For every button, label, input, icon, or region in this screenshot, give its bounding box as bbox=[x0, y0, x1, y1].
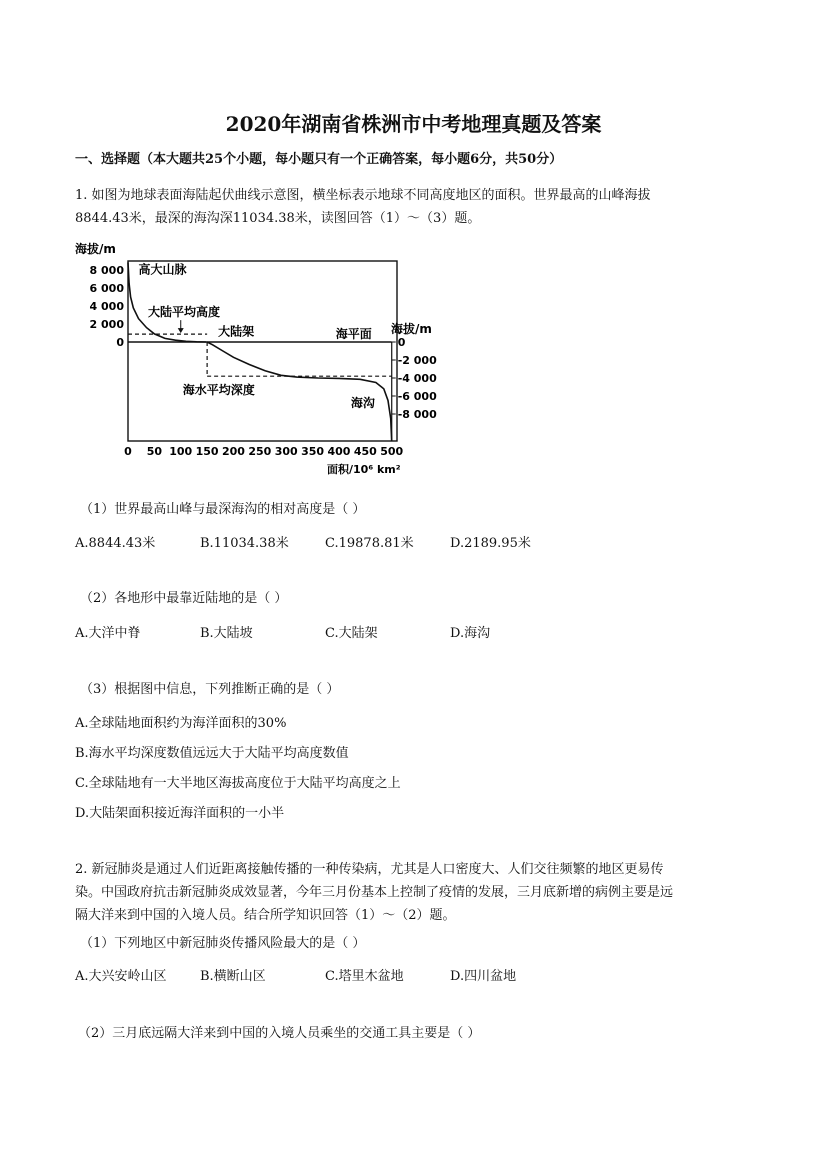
x-tick-label: 150 bbox=[195, 445, 219, 458]
q2-sub1-option-a: A.大兴安岭山区 bbox=[75, 969, 167, 984]
q2-sub2-question: （2）三月底远隔大洋来到中国的入境人员乘坐的交通工具主要是（ ） bbox=[78, 1026, 481, 1041]
y-right-tick-label: -4 000 bbox=[397, 372, 437, 385]
q1-sub2-option-b: B.大陆坡 bbox=[200, 626, 253, 641]
y-left-tick-label: 4 000 bbox=[89, 300, 124, 313]
q1-sub2-option-c: C.大陆架 bbox=[325, 626, 378, 641]
x-tick-label: 0 bbox=[124, 445, 132, 458]
page-title: 2020年湖南省株洲市中考地理真题及答案 bbox=[225, 112, 602, 136]
hypsographic-chart bbox=[75, 238, 445, 478]
x-tick-label: 200 bbox=[222, 445, 245, 458]
q1-sub1-option-c: C.19878.81米 bbox=[325, 536, 414, 551]
x-tick-label: 250 bbox=[248, 445, 272, 458]
q1-sub2-option-d: D.海沟 bbox=[450, 626, 491, 641]
y-left-tick-label: 2 000 bbox=[89, 318, 124, 331]
y-left-tick-label: 8 000 bbox=[89, 264, 124, 277]
q1-sub2-option-a: A.大洋中脊 bbox=[75, 626, 141, 641]
q1-sub3-option-b: B.海水平均深度数值远远大于大陆平均高度数值 bbox=[75, 746, 349, 761]
y-axis-label-left: 海拔/m bbox=[75, 242, 116, 256]
ocean-mean-label: 海水平均深度 bbox=[182, 383, 255, 398]
x-tick-label: 100 bbox=[169, 445, 193, 458]
y-right-tick-label: -8 000 bbox=[397, 408, 437, 421]
x-tick-label: 350 bbox=[301, 445, 325, 458]
continent-mean-label: 大陆平均高度 bbox=[148, 305, 221, 320]
q2-sub1-option-d: D.四川盆地 bbox=[450, 969, 517, 984]
q1-sub3-option-a: A.全球陆地面积约为海洋面积的30% bbox=[75, 716, 287, 731]
x-axis-label: 面积/10⁶ km² bbox=[327, 463, 401, 476]
sea-level-label: 海平面 bbox=[335, 327, 372, 341]
y-right-tick-label: -2 000 bbox=[397, 354, 437, 367]
q1-sub1-option-d: D.2189.95米 bbox=[450, 536, 531, 551]
x-tick-label: 500 bbox=[380, 445, 404, 458]
q1-sub1-option-b: B.11034.38米 bbox=[200, 536, 289, 551]
q1-stem-line2: 8844.43米，最深的海沟深11034.38米，读图回答（1）～（3）题。 bbox=[75, 211, 481, 226]
y-left-tick-label: 6 000 bbox=[89, 282, 124, 295]
q2-stem-line3: 隔大洋来到中国的入境人员。结合所学知识回答（1）～（2）题。 bbox=[75, 908, 456, 923]
q2-sub1-option-c: C.塔里木盆地 bbox=[325, 969, 404, 984]
x-tick-label: 50 bbox=[146, 445, 163, 458]
mountain-label: 高大山脉 bbox=[138, 262, 187, 277]
y-left-tick-label: 0 bbox=[116, 336, 124, 349]
q2-sub1-option-b: B.横断山区 bbox=[200, 969, 266, 984]
shelf-label: 大陆架 bbox=[218, 324, 255, 339]
trench-label: 海沟 bbox=[350, 395, 375, 410]
y-axis-label-right: 海拔/m bbox=[391, 322, 432, 336]
q1-sub2-question: （2）各地形中最靠近陆地的是（ ） bbox=[80, 591, 288, 606]
continent-mean-arrow-head bbox=[178, 328, 184, 333]
section-heading: 一、选择题（本大题共25个小题，每小题只有一个正确答案，每小题6分，共50分） bbox=[75, 152, 563, 167]
x-tick-label: 300 bbox=[274, 445, 298, 458]
q2-sub1-question: （1）下列地区中新冠肺炎传播风险最大的是（ ） bbox=[80, 936, 366, 951]
y-right-tick-label: -6 000 bbox=[397, 390, 437, 403]
q1-stem-line1: 1. 如图为地球表面海陆起伏曲线示意图，横坐标表示地球不同高度地区的面积。世界最高的山峰海拔 bbox=[75, 188, 651, 203]
chart-frame bbox=[128, 261, 397, 441]
q1-sub1-option-a: A.8844.43米 bbox=[75, 536, 156, 551]
y-right-tick-label: 0 bbox=[397, 336, 406, 349]
x-tick-label: 400 bbox=[327, 445, 351, 458]
q1-sub3-question: （3）根据图中信息，下列推断正确的是（ ） bbox=[80, 682, 340, 697]
q1-sub3-option-d: D.大陆架面积接近海洋面积的一小半 bbox=[75, 806, 285, 821]
x-tick-label: 450 bbox=[353, 445, 377, 458]
q1-sub1-question: （1）世界最高山峰与最深海沟的相对高度是（ ） bbox=[80, 502, 366, 517]
q1-sub3-option-c: C.全球陆地有一大半地区海拔高度位于大陆平均高度之上 bbox=[75, 776, 401, 791]
q2-stem-line2: 染。中国政府抗击新冠肺炎成效显著，今年三月份基本上控制了疫情的发展，三月底新增的病例主要是远 bbox=[75, 885, 674, 900]
q2-stem-line1: 2. 新冠肺炎是通过人们近距离接触传播的一种传染病，尤其是人口密度大、人们交往频繁的地区更易传 bbox=[75, 862, 664, 877]
